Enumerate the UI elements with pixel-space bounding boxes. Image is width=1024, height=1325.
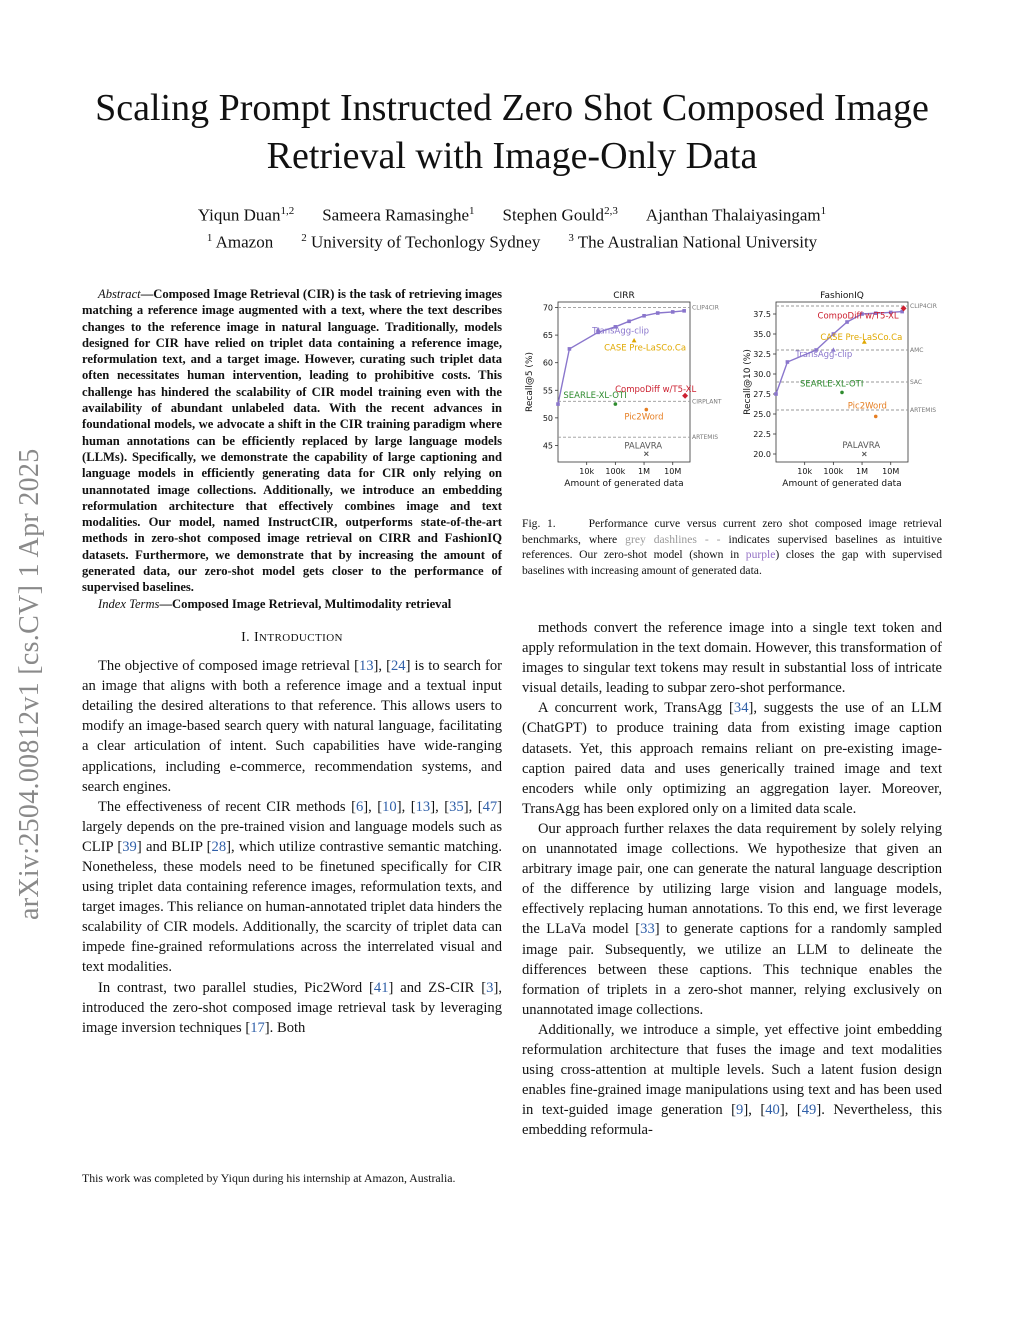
- method-label: CompoDiff w/T5-XL: [817, 311, 899, 322]
- citation-link[interactable]: 13: [358, 658, 374, 675]
- y-tick-label: 65: [542, 331, 553, 341]
- citation-link[interactable]: 3: [486, 979, 494, 996]
- x-tick-label: 100k: [605, 467, 626, 476]
- method-label: PALAVRA: [624, 441, 663, 452]
- author-0: Yiqun Duan$^{1,2}$: [197, 205, 295, 225]
- author-1: Sameera Ramasinghe$^1$: [322, 205, 475, 225]
- citation-link[interactable]: 10: [382, 798, 397, 815]
- abstract-text: Composed Image Retrieval (CIR) is the task of retrieving images matching a reference image augmented with a text, where the text describes changes to the reference image in natural language. Traditionally, models designed for CIR have relied on triplet data containing a reference image, reformulation text, and a target image. However, curating such triplet data often necessitates human intervention, leading to prohibitive costs. This challenge has hindered the scalability of CIR model training even with the availability of abundant unlabeled data. With the recent advances in foundational models, we advocate a shift in the CIR training paradigm where human annotations can be efficiently replaced by large language models (LLMs). Specifically, we demonstrate the capability of large captioning and language models in efficiently generating data for CIR only relying on unannotated image collections. Additionally, we introduce an embedding reformulation architecture that effectively combines image and text modalities. Our model, named InstructCIR, outperforms state-of-the-art methods in zero-shot composed image retrieval on CIRR and FashionIQ datasets. Furthermore, we demonstrate that by increasing the amount of generated data, our zero-shot model gets closer to the performance of supervised baselines.: [82, 287, 502, 595]
- baseline-label: SAC: [910, 379, 923, 386]
- y-tick-label: 50: [542, 413, 553, 423]
- intro-left-body: [82, 656, 502, 1038]
- method-label: Pic2Word: [847, 401, 887, 412]
- citation-link[interactable]: 49: [801, 1102, 817, 1119]
- y-tick-label: 32.5: [753, 350, 771, 359]
- citation-link[interactable]: 9: [736, 1102, 744, 1119]
- citation-link[interactable]: 34: [733, 700, 749, 717]
- y-tick-label: 22.5: [753, 430, 771, 439]
- arxiv-stamp: arXiv:2504.00812v1 [cs.CV] 1 Apr 2025: [14, 448, 45, 920]
- citation-link[interactable]: 17: [250, 1019, 265, 1036]
- x-tick-label: 1M: [638, 467, 651, 476]
- y-tick-label: 55: [542, 386, 553, 396]
- author-list: [60, 200, 964, 227]
- method-label: CASE Pre-LaSCo.Ca: [604, 343, 687, 354]
- x-axis-label: Amount of generated data: [782, 479, 902, 489]
- abstract-label: Abstract: [98, 287, 141, 301]
- method-label: TransAgg-clip: [592, 326, 650, 337]
- left-column: [82, 286, 502, 1038]
- method-label: Pic2Word: [624, 412, 664, 423]
- left-paragraph-1: The effectiveness of recent CIR methods [6], [10], [13], [35], [47] largely depends on the pre-trained vision and language models such as CLIP [39] and BLIP [28], which utilize contrastive semantic matching. Nonetheless, these models need to be finetuned specifically for CIR using triplet data containing reference images, reformulation texts, and target images. This reliance on human-annotated triplet data hinders the scalability of CIR models. Additionally, the scarcity of triplet data can impede fine-grained reformulations across the interrelated visual and text modalities.: [82, 798, 503, 976]
- instructcir-point: [556, 402, 560, 406]
- right-paragraph-3: Additionally, we introduce a simple, yet effective joint embedding reformulation architecture that fuses the image and text modalities using cross-attention at multiple levels. Such a latent fusion design enables fine-grained image manipulations using text and has been used in text-guided image generation [9], [40], [49]. Nevertheless, this embedding reformula-: [522, 1021, 943, 1139]
- instructcir-point: [568, 347, 572, 351]
- caption-label: Fig. 1.: [522, 517, 556, 530]
- author-block: [60, 200, 964, 253]
- method-marker: [874, 415, 878, 419]
- x-tick-label: 1M: [856, 467, 869, 476]
- affiliation-0: $^1$ Amazon: [206, 231, 274, 252]
- y-axis-label: Recall@10 (%): [743, 349, 753, 415]
- baseline-label: AMC: [910, 347, 924, 354]
- method-marker: [614, 402, 618, 406]
- citation-link[interactable]: 39: [122, 838, 137, 855]
- instructcir-point: [682, 309, 686, 313]
- instructcir-point: [774, 392, 778, 396]
- method-marker: [862, 452, 866, 456]
- x-tick-label: 10k: [797, 467, 813, 476]
- y-tick-label: 35.0: [753, 330, 771, 339]
- instructcir-point: [786, 360, 790, 364]
- caption-grey-dashlines: grey dashlines - -: [625, 532, 721, 546]
- citation-link[interactable]: 28: [211, 838, 227, 855]
- figure-1-charts: [522, 286, 954, 500]
- baseline-label: ARTEMIS: [692, 434, 719, 442]
- citation-link[interactable]: 33: [640, 921, 655, 938]
- paper-title: Scaling Prompt Instructed Zero Shot Composed Image Retrieval with Image-Only Data: [95, 87, 929, 177]
- author-2: Stephen Gould$^{2,3}$: [502, 205, 618, 225]
- right-paragraph-2: Our approach further relaxes the data requirement by solely relying on unannotated image collections. We hypothesize that given an arbitrary image pair, one can generate the natural language description of the difference by utilizing large vision and language models, effectively replacing human annotations. To this end, we first leverage the LLaVa model [33] to generate captions for a randomly sampled image pair. Subsequently, we utilize an LLM to delineate the differences between these captions. This technique enables the formation of triplets in a zero-shot manner, relying exclusively on unannotated image collections.: [522, 820, 942, 1018]
- footnote: This work was completed by Yiqun during his internship at Amazon, Australia.: [82, 1171, 456, 1185]
- citation-link[interactable]: 40: [765, 1102, 780, 1119]
- right-paragraph-1: A concurrent work, TransAgg [34], suggests the use of an LLM (ChatGPT) to produce training data from existing image caption datasets. Yet, this approach remains reliant on pre-existing image-caption paired data and uses generically trained image and text encoders while only optimizing an aggregation layer. Moreover, TransAgg has been explored only on a limited data scale.: [522, 700, 942, 817]
- x-tick-label: 10M: [882, 467, 900, 476]
- y-tick-label: 20.0: [753, 450, 771, 459]
- index-terms: Composed Image Retrieval, Multimodality retrieval: [172, 596, 452, 611]
- instructcir-point: [656, 311, 660, 315]
- citation-link[interactable]: 35: [449, 798, 464, 815]
- baseline-label: ARTEMIS: [910, 407, 937, 414]
- left-paragraph-2: In contrast, two parallel studies, Pic2Word [41] and ZS-CIR [3], introduced the zero-shot composed image retrieval task by leveraging image inversion techniques [17]. Both: [82, 979, 502, 1036]
- right-paragraph-0: methods convert the reference image into a single text token and apply reformulation in the text domain. However, this transformation of images to singular text tokens may result in substantial loss of intricate visual details, leading to subpar zero-shot performance.: [522, 620, 942, 697]
- y-tick-label: 30.0: [753, 370, 771, 379]
- chart-title: FashionIQ: [820, 291, 864, 301]
- citation-link[interactable]: 47: [482, 798, 498, 815]
- method-label: TransAgg-clip: [795, 350, 853, 360]
- method-label: CASE Pre-LaSCo.Ca: [820, 333, 903, 343]
- method-label: SEARLE-XL-OTI: [800, 379, 864, 390]
- citation-link[interactable]: 6: [355, 798, 364, 815]
- x-tick-label: 10M: [664, 467, 682, 476]
- affiliation-2: $^3$ The Australian National University: [568, 231, 818, 252]
- index-terms-label: Index Terms: [98, 596, 160, 611]
- citation-link[interactable]: 24: [390, 658, 406, 675]
- citation-link[interactable]: 13: [415, 798, 431, 815]
- y-axis-label: Recall@5 (%): [525, 351, 535, 413]
- instructcir-point: [642, 314, 646, 318]
- caption-purple: purple: [745, 548, 776, 561]
- x-tick-label: 100k: [823, 467, 844, 476]
- instructcir-point: [627, 320, 631, 324]
- baseline-label: CLIP4CIR: [692, 304, 719, 312]
- author-3: Ajanthan Thalaiyasingam$^1$: [645, 205, 827, 225]
- method-marker: [644, 452, 648, 456]
- method-label: PALAVRA: [842, 441, 881, 451]
- right-column: [522, 618, 942, 1140]
- baseline-label: CIRPLANT: [692, 398, 722, 406]
- intro-right-body: [522, 618, 942, 1140]
- y-tick-label: 25.0: [753, 410, 771, 419]
- left-paragraph-0: The objective of composed image retrieval [13], [24] is to search for an image that aligns with both a reference image and a textual input detailing the desired alterations to that reference. This allows users to modify an image-based search query with natural language, facilitating a clear articulation of intent. Such capabilities have wide-ranging applications, including e-commerce, recommendation systems, and search engines.: [82, 658, 503, 795]
- affiliation-1: $^2$ University of Techonlogy Sydney: [301, 231, 541, 252]
- y-tick-label: 70: [542, 303, 553, 313]
- x-axis-label: Amount of generated data: [564, 479, 684, 489]
- chart-title: CIRR: [613, 291, 635, 301]
- y-tick-label: 27.5: [753, 390, 771, 399]
- y-tick-label: 45: [542, 441, 553, 451]
- y-tick-label: 37.5: [753, 310, 771, 319]
- instructcir-point: [671, 310, 675, 314]
- baseline-label: CLIP4CIR: [910, 303, 937, 310]
- affiliation-list: [60, 227, 964, 254]
- figure-caption: Fig. 1. Performance curve versus current zero shot composed image retrieval benchmarks, where grey dashlines - - indicates supervised baselines as intuitive references. Our zero-shot model (shown in purple) closes the gap with supervised baselines with increasing amount of generated data.: [522, 517, 942, 577]
- method-marker: [840, 391, 844, 395]
- citation-link[interactable]: 41: [373, 979, 389, 996]
- method-marker: [632, 338, 637, 342]
- section-heading: I. INTRODUCTION: [241, 629, 343, 645]
- figure-1: [522, 286, 954, 500]
- method-label: CompoDiff w/T5-XL: [615, 384, 697, 395]
- method-label: SEARLE-XL-OTI: [563, 391, 627, 402]
- x-tick-label: 10k: [579, 467, 595, 476]
- method-marker: [645, 408, 649, 412]
- abstract: Abstract—Composed Image Retrieval (CIR) is the task of retrieving images matching a reference image augmented with a text, where the text describes changes to the reference image in natural language. Traditionally, models designed for CIR have relied on triplet data containing a reference image, reformulation text, and a target image. However, curating such triplet data often necessitates human intervention, leading to prohibitive costs. This challenge has hindered the scalability of CIR model training even with the availability of abundant unlabeled data. With the recent advances in foundational models, we advocate a shift in the CIR training paradigm where human annotations can be efficiently replaced by large language models (LLMs). Specifically, we demonstrate the capability of large captioning and language models in efficiently generating data for CIR only relying on unannotated image collections. Additionally, we introduce an embedding reformulation architecture that effectively combines image and text modalities. Our model, named InstructCIR, outperforms state-of-the-art methods in zero-shot composed image retrieval on CIRR and FashionIQ datasets. Furthermore, we demonstrate that by increasing the amount of generated data, our zero-shot model gets closer to the performance of supervised baselines. Index Terms—Composed Image Retrieval, Multimodality retrieval: [82, 287, 502, 611]
- y-tick-label: 60: [542, 358, 553, 368]
